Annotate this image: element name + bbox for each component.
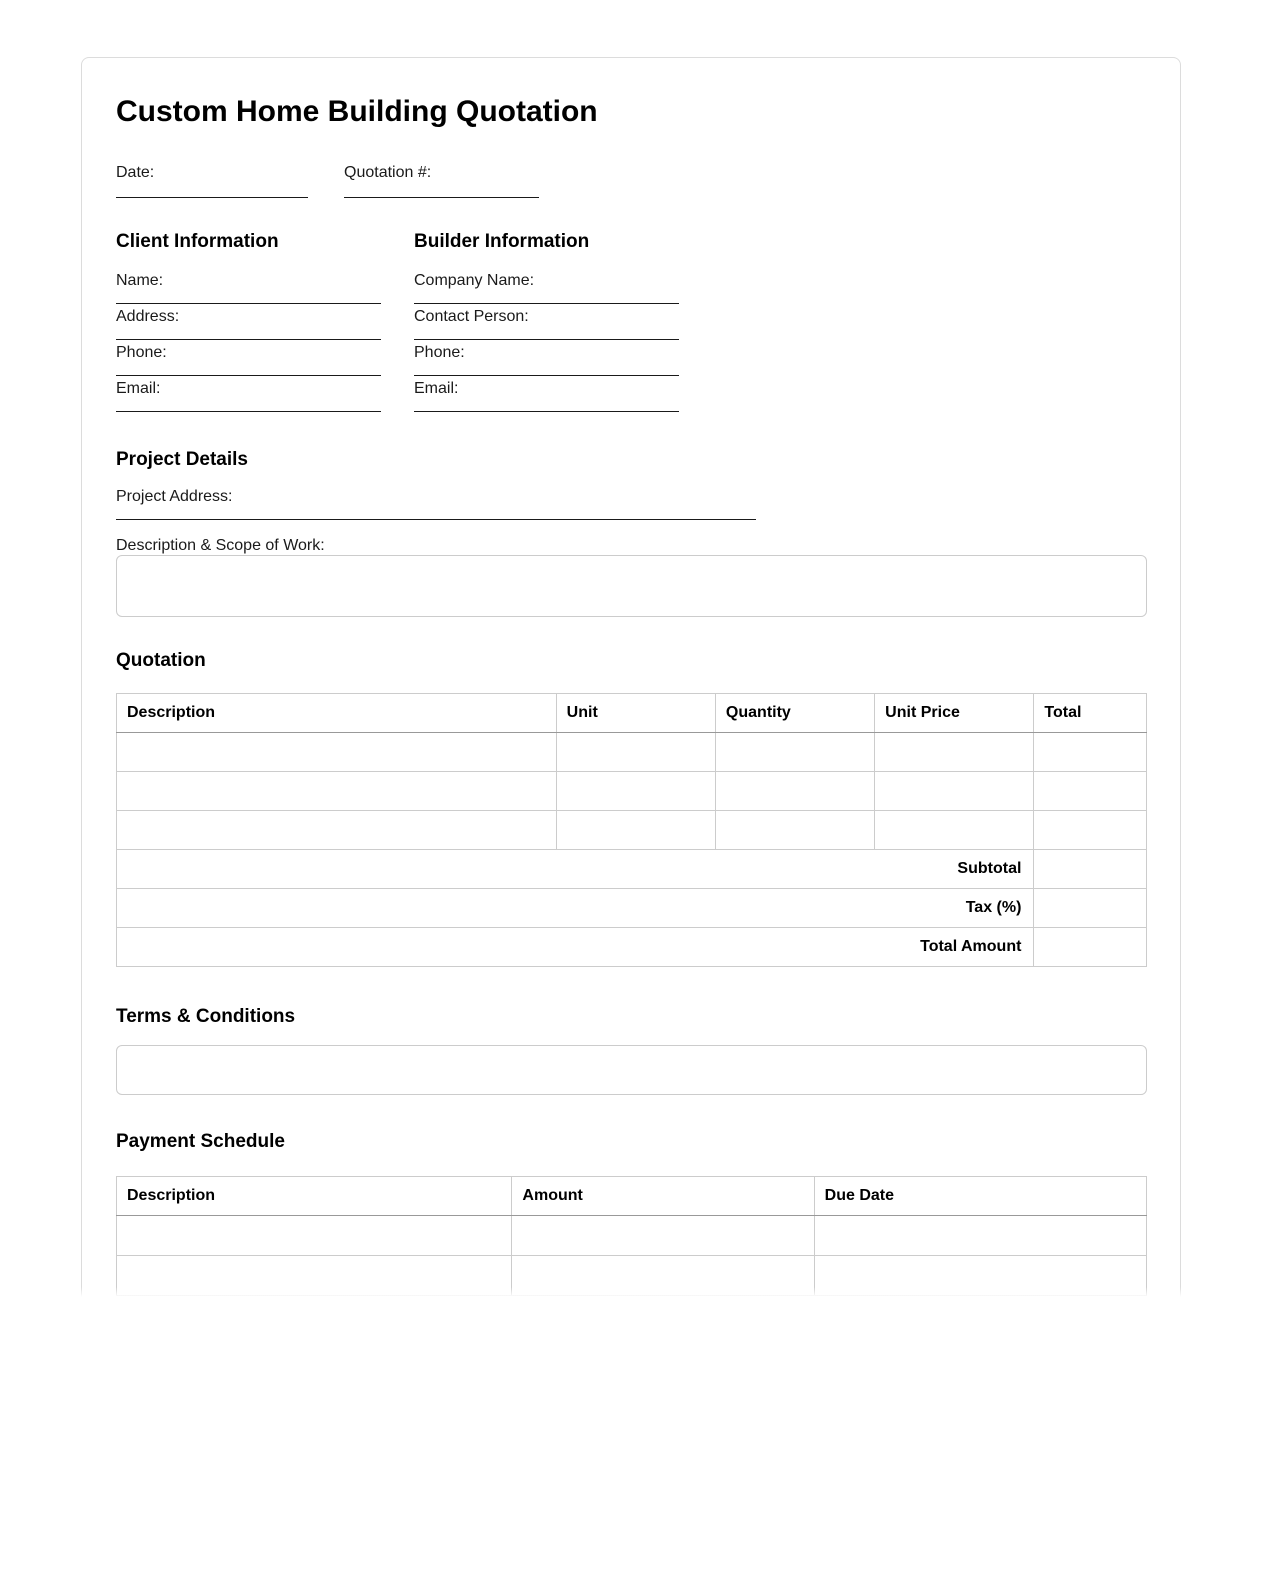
client-name-label: Name: <box>116 271 164 289</box>
quotation-cell[interactable] <box>1034 811 1147 850</box>
payment-schedule-section <box>116 1131 1147 1296</box>
total-amount-label: Total Amount <box>117 928 1034 967</box>
scope-of-work-textarea[interactable] <box>116 555 1147 617</box>
total-amount-value[interactable] <box>1034 928 1147 967</box>
client-info-section <box>116 231 381 416</box>
client-name-field[interactable] <box>116 272 381 304</box>
builder-email-field[interactable] <box>414 380 679 412</box>
quotation-tax-row <box>117 889 1147 928</box>
terms-textarea[interactable] <box>116 1045 1147 1095</box>
date-label: Date: <box>116 164 155 181</box>
quotation-col-quantity: Quantity <box>715 694 874 733</box>
quotation-number-label: Quotation #: <box>344 164 432 181</box>
builder-phone-label: Phone: <box>414 343 465 361</box>
terms-section <box>116 1006 1147 1095</box>
quotation-col-total: Total <box>1034 694 1147 733</box>
quotation-cell[interactable] <box>117 733 557 772</box>
subtotal-label: Subtotal <box>117 850 1034 889</box>
quotation-header-row <box>117 694 1147 733</box>
builder-company-field[interactable] <box>414 272 679 304</box>
builder-contact-label: Contact Person: <box>414 307 529 325</box>
page-title: Custom Home Building Quotation <box>116 95 598 128</box>
payment-schedule-heading: Payment Schedule <box>116 1131 285 1153</box>
quotation-cell[interactable] <box>556 811 715 850</box>
tax-value[interactable] <box>1034 889 1147 928</box>
quotation-document-card <box>81 57 1181 1297</box>
payment-col-description: Description <box>117 1176 512 1215</box>
quotation-table <box>116 693 1147 967</box>
payment-cell[interactable] <box>512 1255 814 1295</box>
payment-cell[interactable] <box>512 1215 814 1255</box>
client-address-label: Address: <box>116 307 180 325</box>
client-email-label: Email: <box>116 379 161 397</box>
client-info-heading: Client Information <box>116 231 279 252</box>
quotation-cell[interactable] <box>875 772 1034 811</box>
quotation-section <box>116 650 1147 968</box>
builder-company-label: Company Name: <box>414 271 535 289</box>
project-address-field[interactable] <box>116 488 756 520</box>
quotation-cell[interactable] <box>715 733 874 772</box>
subtotal-value[interactable] <box>1034 850 1147 889</box>
builder-contact-field[interactable] <box>414 308 679 340</box>
payment-row <box>117 1255 1147 1295</box>
payment-cell[interactable] <box>814 1255 1146 1295</box>
date-field[interactable] <box>116 164 308 198</box>
payment-cell[interactable] <box>814 1215 1146 1255</box>
quotation-item-row <box>117 772 1147 811</box>
quotation-col-unit: Unit <box>556 694 715 733</box>
payment-row <box>117 1215 1147 1255</box>
builder-email-label: Email: <box>414 379 459 397</box>
terms-heading: Terms & Conditions <box>116 1006 296 1028</box>
project-details-section <box>116 449 1147 617</box>
builder-info-section <box>414 231 679 416</box>
quotation-cell[interactable] <box>1034 772 1147 811</box>
quotation-cell[interactable] <box>556 733 715 772</box>
quotation-cell[interactable] <box>556 772 715 811</box>
payment-schedule-table <box>116 1176 1147 1296</box>
builder-phone-field[interactable] <box>414 344 679 376</box>
project-address-label: Project Address: <box>116 487 233 505</box>
client-email-field[interactable] <box>116 380 381 412</box>
quotation-item-row <box>117 811 1147 850</box>
document-body <box>81 57 1181 1297</box>
quotation-subtotal-row <box>117 850 1147 889</box>
payment-cell[interactable] <box>117 1255 512 1295</box>
payment-cell[interactable] <box>117 1215 512 1255</box>
quotation-cell[interactable] <box>117 811 557 850</box>
client-phone-label: Phone: <box>116 343 167 361</box>
quotation-col-unit-price: Unit Price <box>875 694 1034 733</box>
payment-col-amount: Amount <box>512 1176 814 1215</box>
meta-row <box>116 164 1147 198</box>
quotation-cell[interactable] <box>715 811 874 850</box>
client-phone-field[interactable] <box>116 344 381 376</box>
builder-info-heading: Builder Information <box>414 231 590 252</box>
quotation-cell[interactable] <box>875 811 1034 850</box>
quotation-total-amount-row <box>117 928 1147 967</box>
client-address-field[interactable] <box>116 308 381 340</box>
project-details-heading: Project Details <box>116 448 248 470</box>
quotation-cell[interactable] <box>1034 733 1147 772</box>
payment-header-row <box>117 1176 1147 1215</box>
quotation-number-field[interactable] <box>344 164 539 198</box>
quotation-col-description: Description <box>117 694 557 733</box>
info-row <box>116 231 1147 416</box>
quotation-cell[interactable] <box>117 772 557 811</box>
tax-label: Tax (%) <box>117 889 1034 928</box>
quotation-item-row <box>117 733 1147 772</box>
scope-of-work-label: Description & Scope of Work: <box>116 536 325 554</box>
payment-col-due-date: Due Date <box>814 1176 1146 1215</box>
quotation-heading: Quotation <box>116 649 206 671</box>
quotation-cell[interactable] <box>715 772 874 811</box>
quotation-cell[interactable] <box>875 733 1034 772</box>
